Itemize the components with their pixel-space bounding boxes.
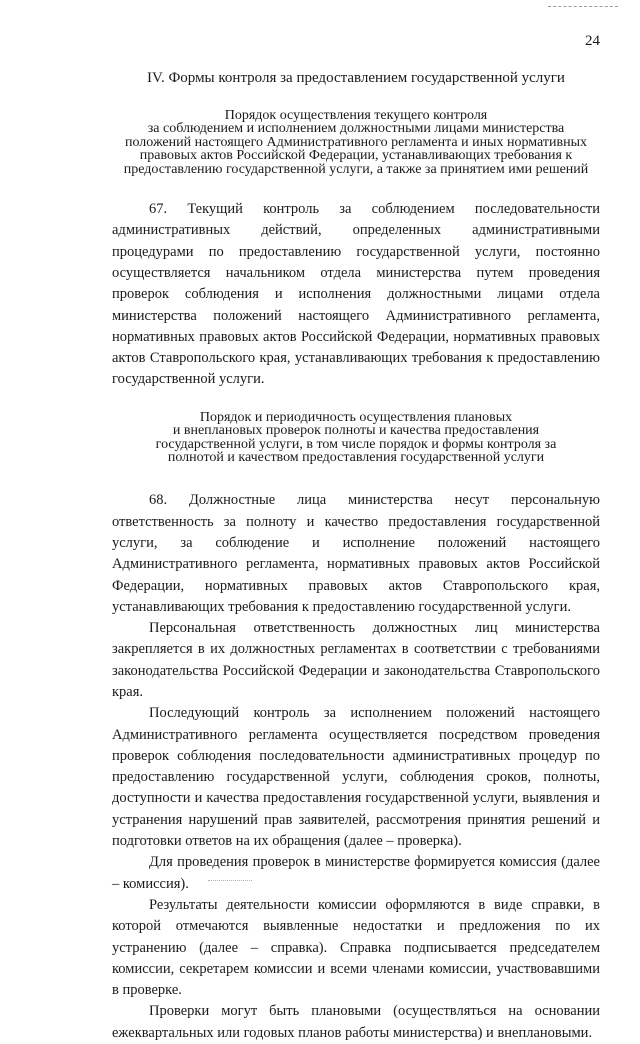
subheading-line: Порядок осуществления текущего контроля (224, 108, 488, 123)
paragraph-inspection-types: Проверки могут быть плановыми (осуществляться на основании ежеквартальных или годовых планов работы министерства) и внеплановыми. (112, 1003, 600, 1041)
paragraph-follow-up-control: Последующий контроль за исполнением положений настоящего Административного регламента осуществляется посредством проведения проверок соблюдения последовательности административных процедур по предоставлению государственной услуги, соблюдения сроков, полноты, доступности и качества предоставления государственной услуги, выявления и устранения нарушений прав заявителей, рассмотрения принятия решений и подготовки ответов на их обращения (далее – проверка). (112, 705, 600, 850)
paragraph-commission-results: Результаты деятельности комиссии оформляются в виде справки, в которой отмечаются выявленные недостатки и предложения по их устранению (далее – справка). Справка подписывается председателем комиссии, секретарем комиссии и всеми членами комиссии, участвовавшими в проверке. (112, 896, 600, 999)
subheading-inspections (112, 411, 600, 465)
paragraph-68: 68. Должностные лица министерства несут персональную ответственность за полноту и качество предоставления государственной услуги, за соблюдение и исполнение положений настоящего Административного регламента, нормативных правовых актов Российской Федерации, нормативных правовых актов Ставропольского края, устанавливающих требования к предоставлению государственной услуги. (112, 492, 600, 615)
paragraph-67: 67. Текущий контроль за соблюдением последовательности административных действий, определенных административными процедурами по предоставлению государственной услуги, постоянно осуществляется начальником отдела министерства путем проведения проверок соблюдения и исполнения должностными лицами отдела министерства положений настоящего Административного регламента, нормативных правовых актов Российской Федерации, нормативных правовых актов Ставропольского края, устанавливающих требования к предоставлению государственной услуги. (112, 201, 600, 388)
subheading-line: и внеплановых проверок полноты и качества предоставления (172, 423, 540, 439)
subheading-current-control (112, 109, 600, 176)
paragraph-commission: Для проведения проверок в министерстве формируется комиссия (далее – комиссия). (112, 854, 600, 892)
subheading-line: положений настоящего Административного регламента и иных нормативных (125, 134, 587, 150)
subheading-line: Порядок и периодичность осуществления плановых (199, 409, 513, 425)
subheading-line: полнотой и качеством предоставления государственной услуги (167, 449, 545, 465)
subheading-line: правовых актов Российской Федерации, устанавливающих требования к (139, 148, 573, 164)
page-number: 24 (585, 33, 600, 49)
scan-bottom-mark (208, 880, 252, 881)
subheading-line: предоставлению государственной услуги, а также за принятием ими решений (123, 161, 589, 177)
scan-corner-mark (548, 6, 618, 8)
section-title: IV. Формы контроля за предоставлением государственной услуги (147, 70, 565, 86)
subheading-line: за соблюдением и исполнением должностными лицами министерства (147, 121, 565, 137)
subheading-line: государственной услуги, в том числе порядок и формы контроля за (155, 436, 557, 452)
paragraph-personal-responsibility: Персональная ответственность должностных лиц министерства закрепляется в их должностных регламентах в соответствии с требованиями законодательства Российской Федерации и законодательства Ставропольского края. (112, 620, 600, 700)
page-content (112, 70, 600, 1044)
